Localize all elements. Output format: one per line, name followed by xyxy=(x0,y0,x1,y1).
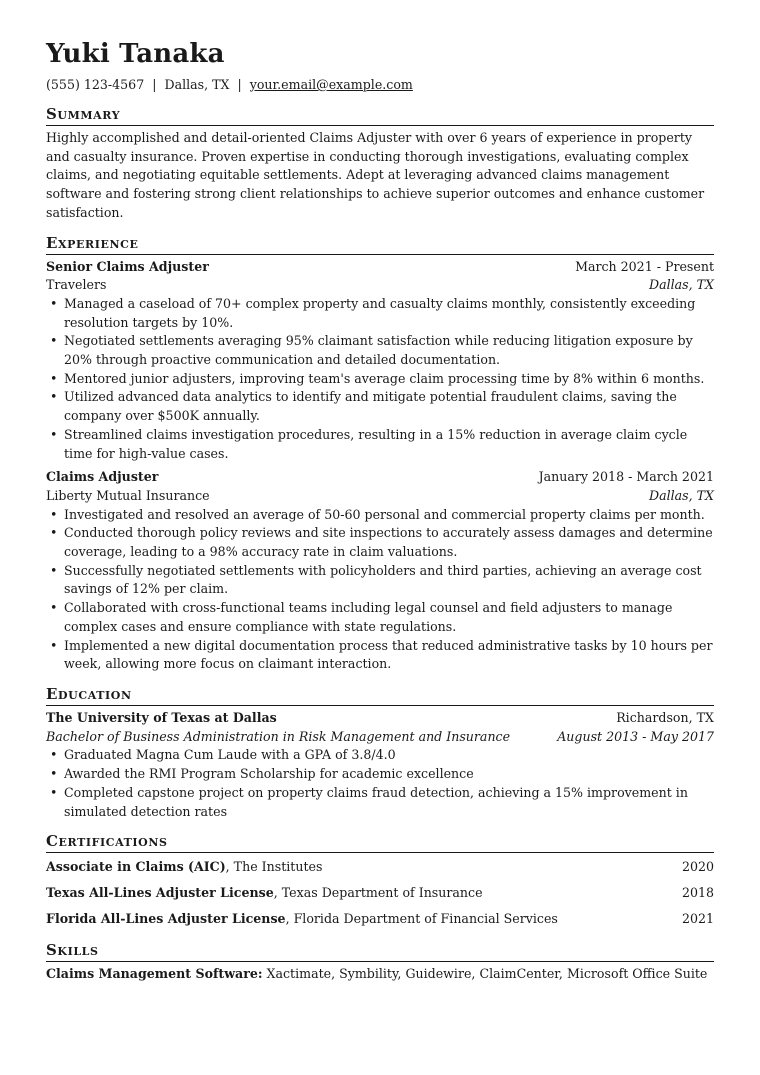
job-role: Senior Claims Adjuster xyxy=(46,258,209,274)
list-item: • Negotiated settlements averaging 95% claimant satisfaction while reducing litigation exposure by 20% through proactive communication and detailed documentation. xyxy=(46,332,714,369)
list-item: • Conducted thorough policy reviews and site inspections to accurately assess damages and determine coverage, leading to a 98% accuracy rate in claim valuations. xyxy=(46,524,714,561)
certification-name: Florida All-Lines Adjuster License xyxy=(46,911,286,927)
section-title-education: Education xyxy=(46,684,714,706)
job-role: Claims Adjuster xyxy=(46,469,159,485)
job-dates: March 2021 - Present xyxy=(575,258,714,274)
list-item: • Utilized advanced data analytics to identify and mitigate potential fraudulent claims, saving the company over $500K annually. xyxy=(46,388,714,425)
phone-number: (555) 123-4567 xyxy=(46,77,145,92)
school-name: The University of Texas at Dallas xyxy=(46,709,277,725)
certification-item xyxy=(46,908,714,930)
job-bullets xyxy=(46,506,714,674)
list-item: • Completed capstone project on property claims fraud detection, achieving a 15% improvement in simulated detection rates xyxy=(46,784,714,821)
job-location: Dallas, TX xyxy=(648,487,714,503)
list-item: • Investigated and resolved an average of 50-60 personal and commercial property claims per month. xyxy=(46,506,714,525)
certification-issuer: , The Institutes xyxy=(225,859,323,875)
email-link[interactable]: your.email@example.com xyxy=(249,77,413,92)
certification-year: 2020 xyxy=(681,859,714,875)
certification-name: Associate in Claims (AIC) xyxy=(46,859,226,875)
list-item: • Graduated Magna Cum Laude with a GPA of 3.8/4.0 xyxy=(46,746,714,765)
section-title-experience: Experience xyxy=(46,233,714,255)
contact-line xyxy=(46,76,714,94)
section-title-skills: Skills xyxy=(46,940,714,962)
list-item: • Implemented a new digital documentation process that reduced administrative tasks by 10 hours per week, allowing more focus on claimant interaction. xyxy=(46,637,714,674)
list-item: • Mentored junior adjusters, improving team's average claim processing time by 8% within 6 months. xyxy=(46,370,714,389)
degree-name: Bachelor of Business Administration in Risk Management and Insurance xyxy=(46,728,511,744)
job-bullets xyxy=(46,295,714,463)
candidate-name: Yuki Tanaka xyxy=(46,39,225,69)
certification-item xyxy=(46,882,714,904)
certification-name: Texas All-Lines Adjuster License xyxy=(46,885,274,901)
contact-separator: | xyxy=(237,77,242,92)
job-entry xyxy=(46,468,714,674)
certification-year: 2021 xyxy=(681,911,714,927)
job-location: Dallas, TX xyxy=(648,277,714,293)
job-company: Liberty Mutual Insurance xyxy=(46,487,210,503)
list-item: • Streamlined claims investigation procedures, resulting in a 15% reduction in average claim cycle time for high-value cases. xyxy=(46,426,714,463)
contact-separator: | xyxy=(152,77,157,92)
certification-issuer: , Texas Department of Insurance xyxy=(273,885,483,901)
education-bullets xyxy=(46,746,714,821)
job-company: Travelers xyxy=(46,277,107,293)
list-item: • Collaborated with cross-functional teams including legal counsel and field adjusters to manage complex cases and ensure compliance with state regulations. xyxy=(46,599,714,636)
certifications-list xyxy=(46,856,714,930)
resume-page xyxy=(46,38,714,984)
certification-year: 2018 xyxy=(681,885,714,901)
section-title-certifications: Certifications xyxy=(46,831,714,853)
school-location: Richardson, TX xyxy=(616,709,714,725)
summary-text: Highly accomplished and detail-oriented Claims Adjuster with over 6 years of experience in property and casualty insurance. Proven expertise in conducting thorough investigations, evaluating complex claims, and negotiating equitable settlements. Adept at leveraging advanced claims management software and fostering strong client relationships to achieve superior outcomes and enhance customer satisfaction. xyxy=(46,130,705,220)
education-entry xyxy=(46,709,714,821)
section-title-summary: Summary xyxy=(46,104,714,126)
location: Dallas, TX xyxy=(164,77,230,92)
list-item: • Managed a caseload of 70+ complex property and casualty claims monthly, consistently exceeding resolution targets by 10%. xyxy=(46,295,714,332)
list-item: • Successfully negotiated settlements with policyholders and third parties, achieving an average cost savings of 12% per claim. xyxy=(46,562,714,599)
job-dates: January 2018 - March 2021 xyxy=(538,469,714,485)
skills-label: Claims Management Software: xyxy=(46,966,263,982)
skills-value: Xactimate, Symbility, Guidewire, ClaimCenter, Microsoft Office Suite xyxy=(262,966,708,982)
education-dates: August 2013 - May 2017 xyxy=(557,728,714,744)
certification-item xyxy=(46,856,714,878)
certification-issuer: , Florida Department of Financial Services xyxy=(285,911,558,927)
list-item: • Awarded the RMI Program Scholarship for academic excellence xyxy=(46,765,714,784)
job-entry xyxy=(46,258,714,464)
skills-line xyxy=(46,965,714,984)
